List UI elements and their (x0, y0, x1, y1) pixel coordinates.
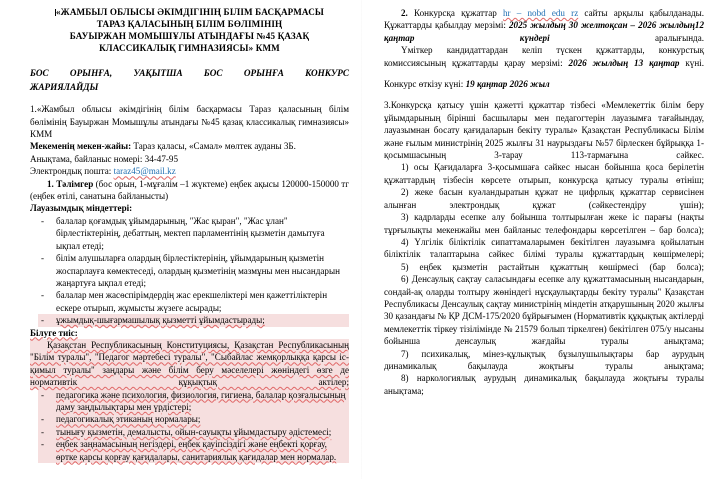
contact-line: Анықтама, байланыс номері: 34-47-95 (30, 153, 178, 164)
title-line-2: ТАРАЗ ҚАЛАСЫНЫҢ БІЛІМ БӨЛІМІНІҢ (96, 18, 283, 29)
address-label: Мекеменің мекен-жайы: (30, 141, 132, 152)
contest-date-line (384, 78, 704, 90)
institution-paragraph: 1.«Жамбыл облысы әкімдігінің білім басқармасы Тараз қаласының білім бөлімінің Бауыржан Момышұлы атындағы №45 қазақ классикалық гимназиясы» КММ (30, 104, 349, 140)
document-page-right (362, 0, 720, 479)
list-item: 5) еңбек қызметін растайтын құжаттың көшірмесі (бар болса); (401, 261, 704, 272)
title-line-3: БАУЫРЖАН МОМЫШҰЛЫ АТЫНДАҒЫ №45 ҚАЗАҚ (69, 30, 310, 41)
para2-text-b: сайты арқылы қабылданады. Құжаттарды қабылдау мерзімі: (384, 8, 704, 31)
title-line-4: КЛАССИКАЛЫҚ ГИМНАЗИЯСЫ» КММ (99, 42, 280, 53)
vacancy-number: 1. (47, 178, 57, 189)
list-item: 2) жеке басын куәландыратын құжат не цифрлық құжаттар сервисінен алынған электрондық құжат (сәйкестендіру үшін); (384, 187, 704, 210)
vacancy-title: Тәлімгер (56, 178, 94, 189)
list-item: - білім алушыларға олардың бірлестіктерінің, ұйымдарының қызметін жоспарлауға көмектеседі, олардың қызметінің мазмұны мен нысандарын жаңартуға ықпал етеді; (38, 252, 349, 289)
submission-date-range: 2025 жылдың 30 желтоқсан – 2026 жылдың12 қаңтар күндері (384, 20, 704, 43)
list-item: 4) Үлгілік біліктілік сипаттамаларымен бекітілген лауазымға қойылатын біліктілік талаптарына сәйкес білімі туралы құжаттардың көшірмелері; (384, 236, 704, 260)
list-item: 3) кадрларды есепке алу бойынша толтырылған жеке іс парағы (нақты тұрғылықты мекенжайы мен байланыс телефондары көрсетілген – бар болса); (384, 212, 704, 235)
knowledge-heading: Білуге тиіс: (30, 327, 78, 338)
knowledge-list (30, 389, 349, 463)
page-title (30, 7, 349, 55)
title-line-1: «ЖАМБЫЛ ОБЛЫСЫ ӘКІМДІГІНІҢ БІЛІМ БАСҚАРМАСЫ (55, 7, 324, 17)
list-item: - еңбек заңнамасының негіздері, еңбек қауіпсіздігі және еңбекті қорғау, өртке қарсы қорғау қағидалары, санитариялық қағидалар мен нормалар. (38, 438, 349, 463)
duties-list (30, 215, 349, 327)
para3-text: Үміткер кандидаттардан келіп түскен құжаттарды, конкурстық комиссиясының құжаттарды қарау мерзімі: (384, 45, 704, 68)
contest-date-label: Конкурс өткізу күні: (384, 79, 466, 90)
email-label: Электрондық пошта: (30, 166, 114, 177)
address-value: Тараз қаласы, «Самал» мөлтек ауданы 3Б. (131, 141, 296, 152)
portal-link[interactable]: hr – nobd edu rz (502, 8, 579, 18)
list-item: 1) осы Қағидаларға 3-қосымшаға сәйкес нысан бойынша қоса берілетін құжаттардың тізбесін көрсете отырып, конкурсқа қатысу туралы өтініш; (384, 162, 704, 185)
knowledge-paragraph: Қазақстан Республикасының Конституциясы, Қазақстан Республикасының "Білім туралы", "Педагог мәртебесі туралы", "Сыбайлас жемқорлыққа қарсы іс-қимыл туралы" заңдары және білім беру мәселелері жөніндегі өзге де нормативтік құқықтық актілер; (30, 339, 349, 388)
list-item: - балалар мен жасөспірімдердің жас ерекшеліктері мен қажеттіліктерін ескере отырып, жұмысты жүзеге асырады; (38, 289, 349, 314)
para2-text-c: аралығында. (549, 32, 704, 43)
address-line (30, 140, 349, 152)
commission-review-date: 2026 жылдың 13 қаңтар (568, 57, 680, 68)
list-item: - балалар қоғамдық ұйымдарының, "Жас қыран", "Жас ұлан" бірлестіктерінің, дебаттың, мектеп парламентінің қызметін дамытуға ықпал етеді; (38, 215, 349, 252)
email-line (30, 165, 349, 177)
list-item: - тынығу қызметін, демалысты, ойын-сауықты ұйымдастыру әдістемесі; (38, 426, 349, 438)
email-link[interactable]: taraz45@mail.kz (113, 166, 176, 177)
required-documents-paragraph: 3.Конкурсқа қатысу үшін қажетті құжаттар тізбесі «Мемлекеттік білім беру ұйымдарының бірінші басшылары мен педагогтерін лауазымға тағайындау, лауазымнан босату қағидаларын бекіту туралы» Қазақстан Республикасы Білім және ғылым министрінің 2025 жылғы 31 наурыздағы №57 бірлескен бұйрыққа 1-қосымшасының 3-тарау 113-тармағына сәйкес. (384, 100, 704, 161)
para3-tail: күні. (679, 57, 704, 68)
duties-heading: Лауазымдық міндеттері: (30, 203, 133, 214)
list-item: - педагогикалық этиканың нормалары; (38, 413, 349, 425)
commission-review-paragraph (384, 44, 704, 69)
vacancy-line (30, 178, 349, 203)
list-item: - педагогика және психология, физиология, гигиена, балалар қозғалысының даму заңдылықтары мен үрдістері; (38, 389, 349, 414)
paragraph-number-2: 2. (401, 8, 415, 18)
announcement-subtitle-line-2: ЖАРИЯЛАЙДЫ (30, 82, 99, 93)
vacancy-details: (бос орын, 1-мұғалім –1 жүктеме) еңбек ақысы 120000-150000 тг (еңбек өтілі, санатына байланысты) (30, 178, 350, 202)
documents-submission-paragraph (384, 7, 704, 44)
contest-date-value: 19 қаңтар 2026 жыл (465, 79, 550, 90)
list-item: - ұжымдық-шығармашылық қызметті ұйымдастырады; (38, 314, 349, 326)
list-item: 7) психикалық, мінез-құлықтық бұзылушылықтары бар аурудың динамикалық бақылауда жоқтығы туралы анықтама; (384, 348, 704, 371)
list-item: 8) наркологиялық аурудың динамикалық бақылауда жоқтығы туралы анықтама; (384, 373, 704, 396)
para2-text-a: Конкурсқа құжаттар (414, 8, 503, 18)
announcement-subtitle-line-1: БОС ОРЫНҒА, УАҚЫТША БОС ОРЫНҒА КОНКУРС (30, 67, 349, 78)
list-item: 6) Денсаулық сақтау саласындағы есепке алу құжаттамасының нысандарын, сондай-ақ оларды толтыру жөніндегі нұсқаулықтарды бекіту туралы" Қазақстан Республикасы Денсаулық сақтау министрінің міндетін атқарушының 2020 жылғы 30 қазандағы № ҚР ДСМ-175/2020 бұйрығымен (Нормативтік құқықтық актілерді мемлекеттік тіркеу тізілімінде № 21579 болып тіркелген) бекітілген 075/у нысаны бойынша денсаулық жағдайы туралы анықтама; (384, 274, 704, 347)
